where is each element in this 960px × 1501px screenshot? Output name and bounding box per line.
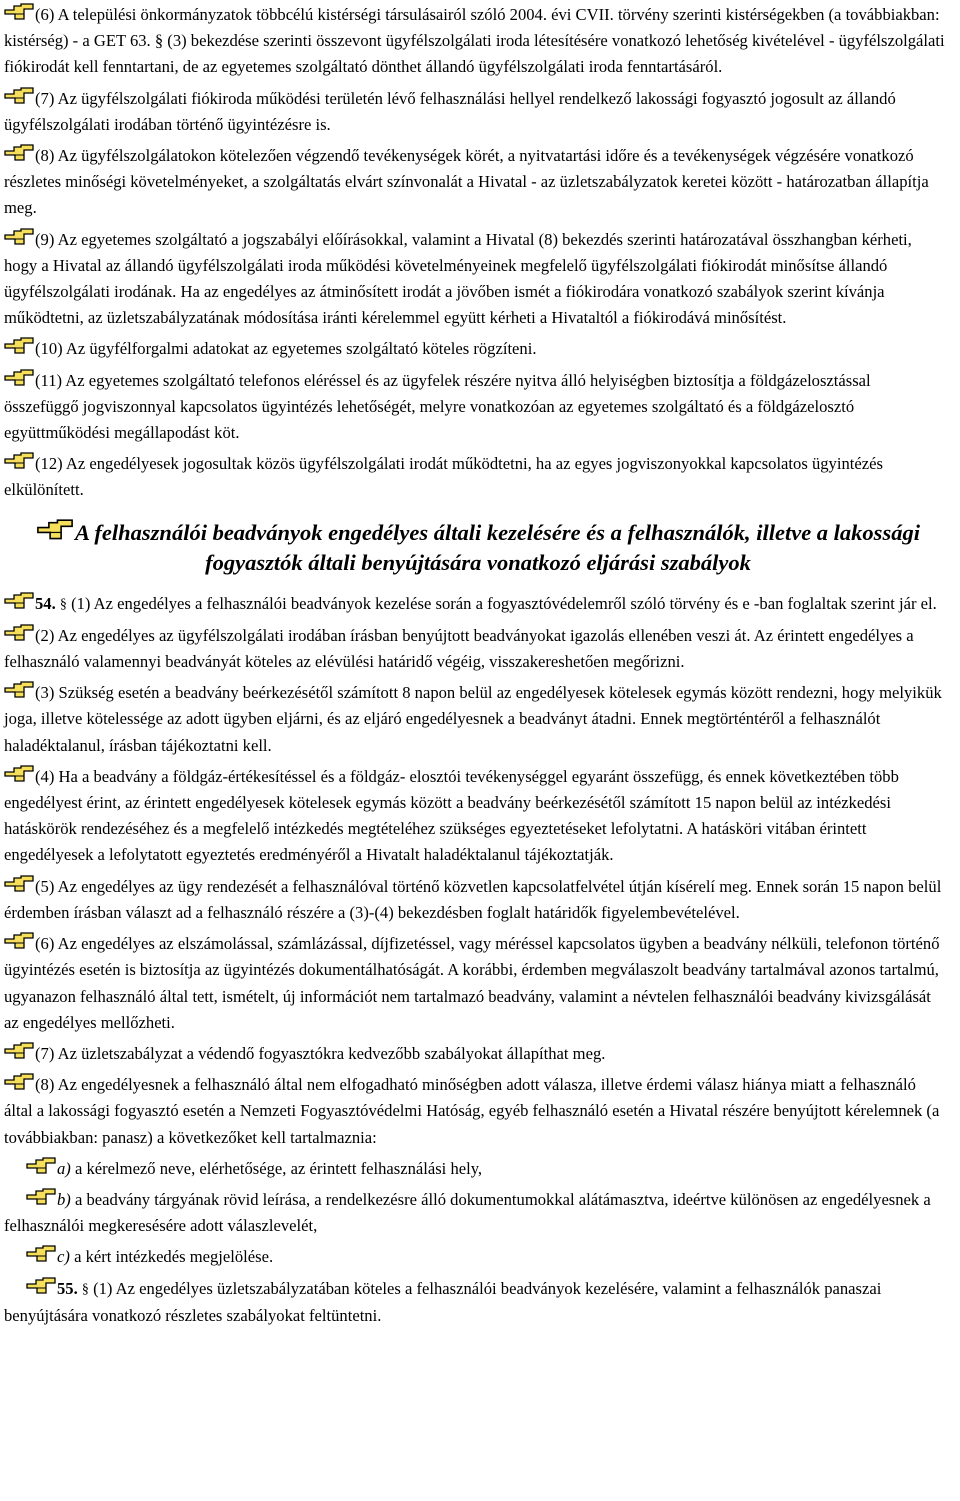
list-item-c xyxy=(4,1244,948,1270)
heading-text: A felhasználói beadványok engedélyes általi kezelésére és a felhasználók, illetve a lakossági fogyasztók általi benyújtására vonatkozó eljárási szabályok xyxy=(75,519,920,575)
list-item-text: a beadvány tárgyának rövid leírása, a rendelkezésre álló dokumentumokkal alátámasztva, ideértve különösen az engedélyesnek a felhasználói megkeresésére adott válaszlevelét, xyxy=(4,1189,931,1236)
pointing-hand-icon xyxy=(4,337,34,355)
list-item-tag: a) xyxy=(57,1158,71,1178)
paragraph-text: (11) Az egyetemes szolgáltató telefonos eléréssel és az ügyfelek részére nyitva álló helyiségben biztosítja a földgázelosztással összefüggő jogviszonnyal kapcsolatos ügyintézés lehetőségét, melyre vonatkozóan az egyetemes szolgáltató és a földgázelosztó együttműködési megállapodást köt. xyxy=(4,370,871,443)
paragraph-text: (5) Az engedélyes az ügy rendezését a felhasználóval történő közvetlen kapcsolatfelvétel útján kísérelí meg. Ennek során 15 napon belül érdemben írásban választ ad a felhasználó részére a (3)-(4) bekezdésben foglalt határidők figyelembevételével. xyxy=(4,876,942,922)
paragraph xyxy=(4,336,948,362)
paragraph xyxy=(4,623,948,675)
pointing-hand-icon xyxy=(4,369,34,387)
paragraph-text: (10) Az ügyfélforgalmi adatokat az egyetemes szolgáltató köteles rögzíteni. xyxy=(35,339,537,359)
pointing-hand-icon xyxy=(4,932,34,950)
paragraph xyxy=(4,86,948,138)
section-heading xyxy=(18,518,938,578)
paragraph-text: (6) Az engedélyes az elszámolással, számlázással, díjfizetéssel, vagy méréssel kapcsolatos ügyben a beadvány nélküli, telefonon történő ügyintézés esetén is biztosítja az ügyintézés dokumentálhatóságát. A korábbi, érdemben megválaszolt beadvány tartalmával azonos tartalmú, ugyanazon felhasználó által tett, ismételt, új információt nem tartalmazó beadvány, valamint a névtelen felhasználói beadvány kivizsgálását az engedélyes mellőzheti. xyxy=(4,934,940,1032)
paragraph xyxy=(4,931,948,1036)
paragraph-text: (1) Az engedélyes a felhasználói beadványok kezelése során a fogyasztóvédelemről szóló törvény és e -ban foglaltak szerint jár el. xyxy=(71,593,937,613)
paragraph xyxy=(4,368,948,447)
pointing-hand-icon xyxy=(36,519,74,541)
section-number: 54. xyxy=(35,593,56,613)
pointing-hand-icon xyxy=(4,1042,34,1060)
pointing-hand-icon xyxy=(4,3,34,21)
list-item-tag: b) xyxy=(57,1189,71,1209)
paragraph-text: (8) Az ügyfélszolgálatokon kötelezően végzendő tevékenységek körét, a nyitvatartási időre és a tevékenységek végzésére vonatkozó részletes minőségi követelményeket, a szolgáltatás elvárt színvonalát a Hivatal - az üzletszabályzatok keretei között - határozatban állapítja meg. xyxy=(4,146,929,218)
paragraph xyxy=(4,1072,948,1151)
paragraph-text: (3) Szükség esetén a beadvány beérkezésétől számított 8 napon belül az engedélyesek kötelesek egymás között rendezni, hogy melyikük joga, illetve kötelessége az adott ügyben eljárni, és az eljáró engedélyesnek a beadványt átadni. Ennek megtörténtéről a felhasználót haladéktalanul, írásban tájékoztatni kell. xyxy=(4,683,942,755)
paragraph xyxy=(4,1041,948,1067)
section-sign: § xyxy=(59,596,67,612)
paragraph-text: (4) Ha a beadvány a földgáz-értékesítéssel és a földgáz- elosztói tevékenységgel egyaránt összefügg, és ennek következtében több engedélyest érint, az érintett engedélyesek kötelesek egymás között a beadvány beérkezésétől számított 15 napon belül az intézkedési hatáskörök rendezéséhez és a megfelelő intézkedés megtételéhez szükséges egyeztetéseket lefolytatni. A hatásköri vitában érintett engedélyesek a lefolytatott egyeztetés eredményéről a Hivatalt haladéktalanul tájékoztatják. xyxy=(4,766,899,865)
paragraph xyxy=(4,2,948,81)
paragraph-text: (7) Az ügyfélszolgálati fiókiroda működési területén lévő felhasználási hellyel rendelkező lakossági fogyasztó jogosult az állandó ügyfélszolgálati irodában történő ügyintézésre is. xyxy=(4,88,896,134)
paragraph xyxy=(4,451,948,503)
paragraph-text: (7) Az üzletszabályzat a védendő fogyasztókra kedvezőbb szabályokat állapíthat meg. xyxy=(35,1043,606,1063)
pointing-hand-icon xyxy=(26,1157,56,1175)
pointing-hand-icon xyxy=(4,1073,34,1091)
paragraph xyxy=(4,874,948,926)
pointing-hand-icon xyxy=(26,1188,56,1206)
pointing-hand-icon xyxy=(4,681,34,699)
paragraph xyxy=(4,764,948,869)
pointing-hand-icon xyxy=(4,624,34,642)
list-item-tag: c) xyxy=(57,1247,70,1267)
list-item-text: a kérelmező neve, elérhetősége, az érintett felhasználási hely, xyxy=(74,1158,483,1178)
list-item-text: a kért intézkedés megjelölése. xyxy=(74,1247,274,1267)
pointing-hand-icon xyxy=(4,87,34,105)
section-54-paragraph-1 xyxy=(4,591,948,618)
paragraph xyxy=(4,143,948,222)
pointing-hand-icon xyxy=(4,452,34,470)
pointing-hand-icon xyxy=(4,144,34,162)
paragraph xyxy=(4,680,948,759)
section-55-paragraph-1 xyxy=(4,1276,948,1329)
section-number: 55. xyxy=(57,1278,78,1298)
paragraph-text: (6) A települési önkormányzatok többcélú kistérségi társulásairól szóló 2004. évi CVII. törvény szerinti kistérségekben (a továbbiakban: kistérség) - a GET 63. § (3) bekezdése szerinti összevont ügyfélszolgálati iroda létesítésére vonatkozó lehetőség kivételével - ügyfélszolgálati fiókirodát kell fenntartani, de az egyetemes szolgáltató dönthet állandó ügyfélszolgálati iroda fenntartásáról. xyxy=(4,5,945,77)
paragraph-text: (9) Az egyetemes szolgáltató a jogszabályi előírásokkal, valamint a Hivatal (8) bekezdés szerinti határozatával összhangban kérheti, hogy a Hivatal az állandó ügyfélszolgálati iroda működési követelményeinek megfelelő ügyfélszolgálati fiókirodát minősítse állandó ügyfélszolgálati irodának. Ha az engedélyes az átminősített irodát a jövőben ismét a fiókirodára vonatkozó szabályok szerint kívánja működtetni, az üzletszabályzatának módosítása iránti kérelemmel együtt kérheti a Hivataltól a fiókirodává minősítést. xyxy=(4,229,912,328)
list-item-b xyxy=(4,1187,948,1239)
paragraph-text: (8) Az engedélyesnek a felhasználó által nem elfogadható minőségben adott válasza, illetve érdemi válasz hiánya miatt a felhasználó által a lakossági fogyasztó esetén a Nemzeti Fogyasztóvédelmi Hatóság, egyéb felhasználó esetén a Hivatal részére benyújtott kérelemnek (a továbbiakban: panasz) a következőket kell tartalmaznia: xyxy=(4,1075,940,1147)
pointing-hand-icon xyxy=(4,592,34,610)
pointing-hand-icon xyxy=(4,875,34,893)
pointing-hand-icon xyxy=(4,228,34,246)
section-sign: § xyxy=(81,1281,89,1297)
pointing-hand-icon xyxy=(26,1245,56,1263)
pointing-hand-icon xyxy=(26,1277,56,1295)
paragraph-text: (12) Az engedélyesek jogosultak közös ügyfélszolgálati irodát működtetni, ha az egyes jogviszonyokkal kapcsolatos ügyintézés elkülönített. xyxy=(4,454,883,500)
pointing-hand-icon xyxy=(4,765,34,783)
paragraph-text: (1) Az engedélyes üzletszabályzatában köteles a felhasználói beadványok kezelésére, valamint a felhasználók panaszai benyújtására vonatkozó részletes szabályokat feltüntetni. xyxy=(4,1278,882,1325)
paragraph xyxy=(4,227,948,332)
list-item-a xyxy=(4,1156,948,1182)
paragraph-text: (2) Az engedélyes az ügyfélszolgálati irodában írásban benyújtott beadványokat igazolás ellenében veszi át. Az érintett engedélyes a felhasználó valamennyi beadványát köteles az elévülési határidő végéig, visszakereshetően megőrizni. xyxy=(4,625,914,672)
